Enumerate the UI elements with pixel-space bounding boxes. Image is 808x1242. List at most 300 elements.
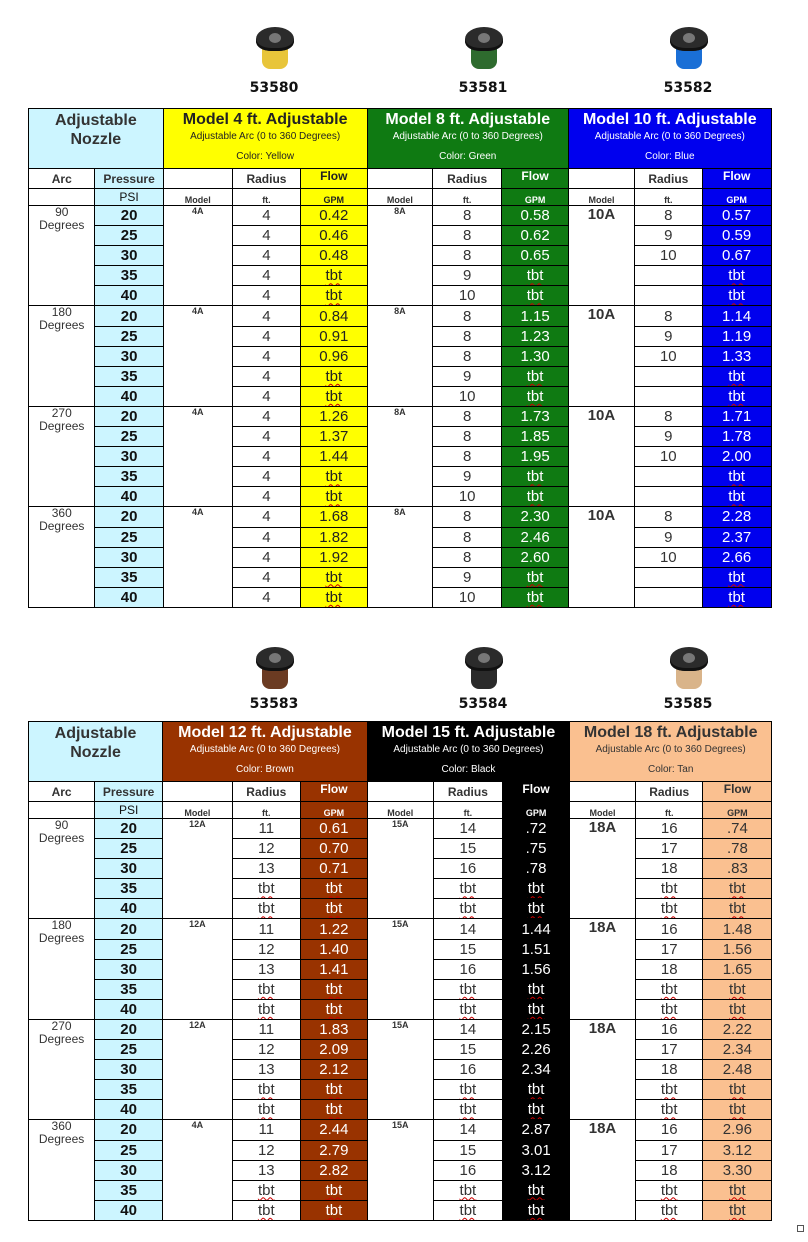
flow-value: 2.34 [521,1061,551,1079]
flow-value: 3.01 [521,1141,551,1159]
arc-cell [29,819,95,919]
pressure-cell: 30 [95,859,163,879]
pressure-cell: 20 [95,1120,163,1140]
radius-value: 15 [459,840,477,858]
model-subtitle: Adjustable Arc (0 to 360 Degrees) [594,131,745,142]
flow-value: tbt [325,1201,343,1219]
psi-sub-header: PSI [95,802,163,819]
flow-value: 2.09 [319,1041,349,1059]
radius-cell [433,226,502,246]
flow-cell [703,1060,772,1080]
flow-cell [502,406,569,426]
radius-value: 12 [257,840,275,858]
radius-cell [433,859,502,879]
radius-cell [433,286,502,306]
flow-value: 1.30 [520,347,550,365]
model-sub-header: Model [163,189,232,206]
flow-value: .72 [525,820,547,838]
flow-value: 1.44 [319,448,349,466]
radius-value: tbt [459,1081,477,1099]
radius-cell [232,879,300,899]
flow-cell [301,527,368,547]
radius-cell [635,879,703,899]
radius-cell [433,1160,502,1180]
radius-cell [433,819,502,839]
flow-cell [300,1140,367,1160]
radius-cell [433,919,502,939]
flow-value: tbt [729,1201,746,1219]
radius-value: tbt [257,880,275,898]
flow-cell [301,326,368,346]
flow-cell [503,999,570,1019]
flow-cell [503,1060,570,1080]
radius-cell [635,366,703,386]
pressure-cell: 35 [95,366,163,386]
radius-cell [232,919,300,939]
flow-cell [300,879,367,899]
model-subtitle: Adjustable Arc (0 to 360 Degrees) [393,744,544,755]
flow-value: 2.60 [520,548,550,566]
flow-value: 0.67 [722,247,752,265]
radius-value: tbt [257,900,275,918]
sub-header-row [29,189,808,206]
radius-cell [433,266,502,286]
radius-cell [433,206,502,226]
flow-value: 1.83 [319,1020,349,1038]
radius-value: 4 [262,207,271,225]
radius-value: 18 [660,1061,678,1079]
flow-value: .83 [726,860,748,878]
radius-cell [232,286,300,306]
flow-value: 0.70 [319,840,349,858]
nozzle-icon [253,27,297,71]
radius-cell [635,899,703,919]
flow-value: 0.61 [319,820,349,838]
radius-cell [232,206,300,226]
pressure-cell: 40 [95,386,163,406]
radius-value: tbt [459,1101,477,1119]
radius-cell [635,406,703,426]
radius-value: 16 [459,1061,477,1079]
flow-value: 1.56 [722,940,752,958]
arc-cell [29,406,95,506]
flow-cell [502,427,569,447]
radius-cell [635,306,703,326]
flow-cell [702,346,771,366]
ft-sub-header: ft. [433,189,502,206]
flow-value: 2.15 [521,1020,551,1038]
pressure-cell: 20 [95,919,163,939]
flow-value: tbt [728,588,745,606]
flow-value: 0.42 [319,207,349,225]
table-row [29,206,808,226]
gpm-sub-header: GPM [301,189,368,206]
model-cell: 15A [367,1120,433,1220]
model-column-header-blank [163,782,233,802]
radius-value: 9 [463,267,472,285]
flow-cell [503,1120,570,1140]
flow-value: 1.92 [319,548,349,566]
radius-value: 9 [463,568,472,586]
flow-column-header: Flow [702,169,771,189]
flow-value: 2.48 [722,1061,752,1079]
radius-cell [635,587,703,607]
radius-cell [433,366,502,386]
flow-cell [503,1080,570,1100]
model-cell: 8A [367,306,433,406]
radius-cell [433,346,502,366]
pressure-cell: 20 [95,306,163,326]
radius-cell [635,1120,703,1140]
flow-cell [503,979,570,999]
radius-value: tbt [660,1181,678,1199]
flow-value: 1.23 [520,327,550,345]
flow-cell [502,467,569,487]
radius-cell [433,1200,502,1220]
radius-cell [433,386,502,406]
flow-table [28,108,808,608]
radius-cell [232,246,300,266]
flow-cell [703,959,772,979]
model-cell: 8A [367,206,433,306]
flow-cell [502,567,569,587]
flow-value: 2.30 [520,508,550,526]
flow-value: 0.46 [319,227,349,245]
radius-column-header: Radius [433,782,502,802]
radius-value: 8 [463,508,472,526]
radius-value: 16 [459,960,477,978]
radius-cell [232,939,300,959]
nozzle-cap-icon [670,647,708,671]
radius-value: 4 [262,588,271,606]
column-header-row [29,169,808,189]
radius-value: tbt [257,980,275,998]
table-row [29,406,808,426]
nozzle-cap-icon [465,647,503,671]
flow-value: tbt [526,588,544,606]
flow-cell [503,899,570,919]
flow-value: 1.68 [319,508,349,526]
flow-value: 1.48 [722,920,752,938]
flow-cell [300,979,367,999]
nozzle-icon [667,27,711,71]
model-color-label: Color: Blue [645,151,695,162]
radius-value: 8 [463,448,472,466]
radius-cell [635,859,703,879]
radius-cell [232,979,300,999]
radius-value: 17 [660,1041,678,1059]
radius-cell [232,839,300,859]
flow-cell [702,447,771,467]
radius-value: tbt [257,1000,275,1018]
flow-value: tbt [526,287,544,305]
flow-value: 0.58 [520,207,550,225]
radius-cell [433,979,502,999]
nozzle-cap-icon [670,27,708,51]
flow-cell [502,266,569,286]
nozzle-cap-icon [256,27,294,51]
radius-value: tbt [459,900,477,918]
radius-cell [232,587,300,607]
radius-cell [635,326,703,346]
flow-cell [300,999,367,1019]
flow-value: .75 [525,840,547,858]
radius-value: 15 [459,1141,477,1159]
flow-value: 1.85 [520,428,550,446]
header-row [29,722,808,782]
radius-cell [635,999,703,1019]
pressure-cell: 20 [95,819,163,839]
radius-value: 8 [463,247,472,265]
flow-cell [300,899,367,919]
flow-cell [300,1080,367,1100]
pressure-cell: 30 [95,1060,163,1080]
model-cell: 15A [367,1019,433,1119]
arc-unit: Degrees [38,931,85,946]
flow-value: 2.26 [521,1041,551,1059]
flow-column-header: Flow [300,782,367,802]
radius-cell [232,427,300,447]
flow-cell [301,346,368,366]
arc-value: 360 [51,506,72,521]
flow-value: 1.73 [520,407,550,425]
flow-cell [702,306,771,326]
radius-cell [433,899,502,919]
pressure-cell: 20 [95,406,163,426]
model-cell: 4A [163,206,232,306]
flow-cell [502,386,569,406]
radius-cell [433,1180,502,1200]
flow-value: tbt [527,1081,545,1099]
radius-cell [635,1200,703,1220]
flow-cell [503,959,570,979]
flow-value: tbt [526,468,544,486]
radius-value: 14 [459,920,477,938]
gpm-sub-header: GPM [503,802,570,819]
radius-value: 4 [262,508,271,526]
radius-value: 10 [458,387,476,405]
flow-cell [702,226,771,246]
radius-value: 10 [458,588,476,606]
pressure-cell: 35 [95,1180,163,1200]
radius-value: tbt [257,1081,275,1099]
nozzle-cap-icon [256,647,294,671]
flow-value: tbt [728,287,745,305]
flow-cell [300,1100,367,1120]
flow-value: 1.33 [722,347,752,365]
radius-cell [635,819,703,839]
radius-cell [635,286,703,306]
flow-cell [502,226,569,246]
radius-value: 8 [463,327,472,345]
nozzle-cap-icon [465,27,503,51]
radius-cell [433,587,502,607]
radius-column-header: Radius [635,782,703,802]
flow-value: 1.65 [722,960,752,978]
flow-cell [300,1060,367,1080]
radius-cell [433,406,502,426]
table-row [29,819,808,839]
flow-value: tbt [729,1101,746,1119]
radius-value: 4 [262,287,271,305]
pressure-cell: 40 [95,1200,163,1220]
model-column-header-blank [367,782,433,802]
radius-cell [433,447,502,467]
arc-value: 180 [51,918,72,933]
radius-cell [433,999,502,1019]
model-color-label: Color: Black [441,764,496,775]
flow-value: tbt [728,267,745,285]
flow-cell [300,1040,367,1060]
radius-value: tbt [660,980,678,998]
model-sub-header: Model [568,189,634,206]
arc-unit: Degrees [38,831,85,845]
flow-value: tbt [729,1181,746,1199]
radius-value: 10 [659,347,677,365]
flow-cell [702,487,771,507]
radius-cell [232,306,300,326]
flow-value: 0.91 [319,327,349,345]
radius-cell [433,839,502,859]
arc-value: 270 [51,406,72,420]
radius-value: 13 [257,960,275,978]
flow-cell [503,839,570,859]
model-color-label: Color: Tan [647,764,694,775]
radius-cell [232,819,300,839]
flow-value: tbt [325,1000,343,1018]
flow-cell [703,1040,772,1060]
radius-cell [635,447,703,467]
flow-value: tbt [527,1181,545,1199]
radius-cell [232,547,300,567]
model-column-header-blank [568,169,634,189]
flow-value: 2.34 [722,1041,752,1059]
model-cell: 12A [163,1019,233,1119]
flow-cell [503,1040,570,1060]
flow-cell [703,919,772,939]
model-cell: 10A [568,507,634,607]
radius-value: 8 [463,548,472,566]
model-cell: 4A [163,507,232,607]
flow-value: tbt [325,267,343,285]
model-cell: 15A [367,919,433,1019]
radius-cell [433,306,502,326]
radius-value: 18 [660,860,678,878]
radius-value: 12 [257,1041,275,1059]
radius-value: 17 [660,940,678,958]
radius-value: 16 [660,1020,678,1038]
radius-value: 8 [463,207,472,225]
flow-cell [703,899,772,919]
flow-cell [301,206,368,226]
model-header [163,722,368,782]
radius-value: tbt [257,1101,275,1119]
gpm-sub-header: GPM [703,802,772,819]
radius-value: 4 [262,227,271,245]
radius-value: 14 [459,1121,477,1139]
flow-cell [503,919,570,939]
flow-cell [703,879,772,899]
radius-cell [635,427,703,447]
arc-sub-header-blank [29,189,95,206]
radius-column-header: Radius [433,169,502,189]
arc-value: 90 [54,818,69,832]
flow-cell [301,306,368,326]
flow-value: tbt [527,1000,545,1018]
radius-cell [635,1080,703,1100]
model-column-header-blank [163,169,232,189]
radius-cell [433,326,502,346]
flow-cell [703,1100,772,1120]
flow-value: .78 [525,860,547,878]
flow-cell [502,527,569,547]
radius-cell [232,899,300,919]
radius-cell [232,487,300,507]
pressure-cell: 25 [95,226,163,246]
nozzle-header [29,722,163,782]
model-header [367,109,568,169]
pressure-cell: 25 [95,839,163,859]
radius-value: 4 [262,387,271,405]
model-subtitle: Adjustable Arc (0 to 360 Degrees) [392,131,543,142]
radius-value: tbt [660,1201,678,1219]
pressure-cell: 25 [95,1040,163,1060]
flow-value: 2.44 [319,1121,349,1139]
model-title: Model 10 ft. Adjustable [582,111,757,128]
flow-value: 1.82 [319,528,349,546]
model-subtitle: Adjustable Arc (0 to 360 Degrees) [190,131,341,142]
pressure-cell: 25 [95,427,163,447]
flow-value: 2.79 [319,1141,349,1159]
flow-value: 1.37 [319,428,349,446]
pressure-cell: 40 [95,587,163,607]
flow-cell [300,1160,367,1180]
flow-value: tbt [325,980,343,998]
flow-value: tbt [325,588,343,606]
arc-cell [29,206,95,306]
table-row [29,507,808,527]
flow-cell [502,246,569,266]
radius-cell [635,1019,703,1039]
flow-cell [301,547,368,567]
pressure-cell: 30 [95,959,163,979]
flow-value: 3.30 [722,1161,752,1179]
radius-value: tbt [660,1081,678,1099]
radius-value: 12 [257,1141,275,1159]
radius-value: 15 [459,1041,477,1059]
flow-cell [502,447,569,467]
model-cell: 18A [570,919,636,1019]
radius-value: 9 [463,468,472,486]
radius-value: 10 [659,448,677,466]
radius-cell [635,567,703,587]
flow-value: 0.84 [319,307,349,325]
radius-value: tbt [459,980,477,998]
arc-value: 180 [51,305,72,320]
flow-cell [503,1160,570,1180]
radius-value: 10 [458,287,476,305]
flow-value: tbt [526,267,544,285]
radius-cell [433,1019,502,1039]
flow-column-header: Flow [703,782,772,802]
radius-cell [635,487,703,507]
flow-cell [702,427,771,447]
model-title: Model 15 ft. Adjustable [381,724,556,741]
flow-value: 1.51 [521,940,551,958]
radius-cell [232,1180,300,1200]
radius-cell [232,567,300,587]
radius-cell [635,226,703,246]
